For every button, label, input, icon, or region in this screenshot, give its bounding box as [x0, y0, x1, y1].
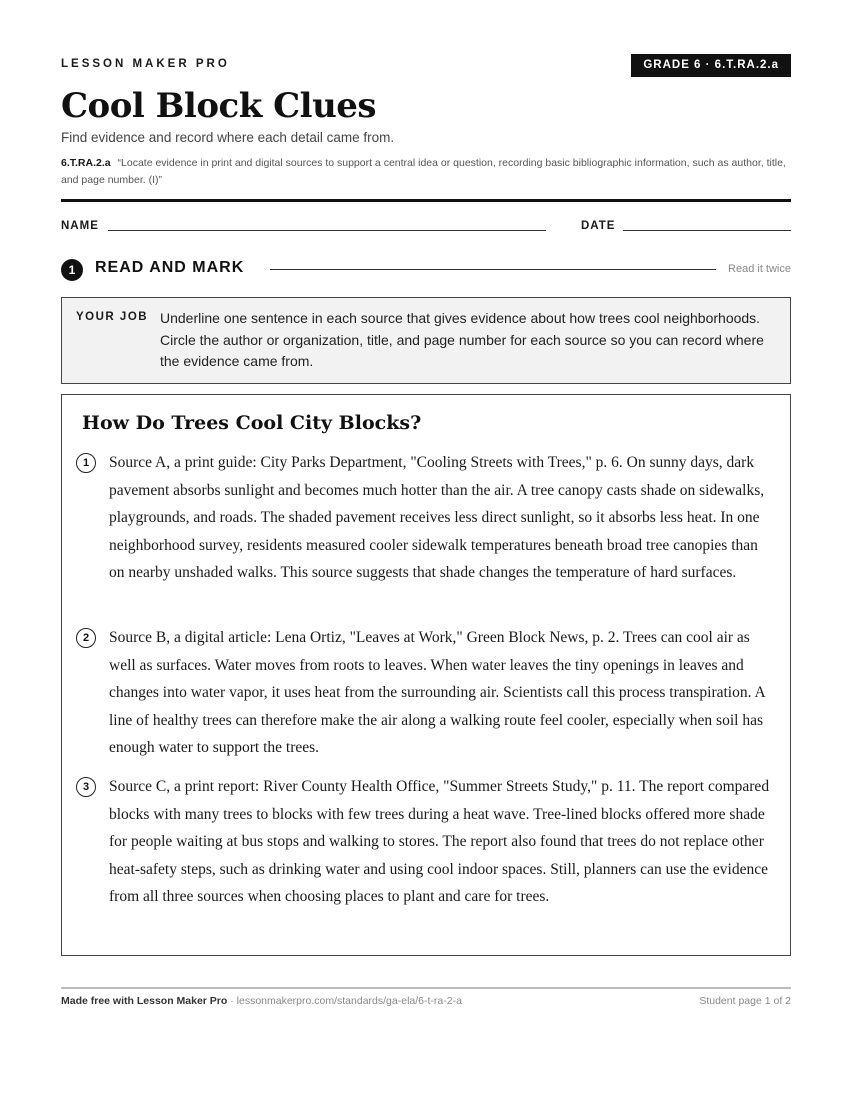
- name-field[interactable]: [108, 230, 546, 231]
- page-subtitle: Find evidence and record where each detail came from.: [61, 130, 395, 145]
- footer-credit: [61, 995, 462, 1007]
- instructions-label: YOUR JOB: [76, 311, 149, 323]
- date-field[interactable]: [623, 230, 791, 231]
- page-title: Cool Block Clues: [61, 86, 377, 126]
- header-divider: [61, 199, 791, 202]
- date-label: DATE: [581, 220, 616, 232]
- instructions-box: [61, 297, 791, 384]
- standard-description: [61, 155, 791, 189]
- footer-url[interactable]: · lessonmakerpro.com/standards/ga-ela/6-t-ra-2-a: [230, 995, 462, 1007]
- brand-name: LESSON MAKER PRO: [61, 58, 230, 70]
- section-number-badge: 1: [61, 259, 83, 281]
- source-number-circle: 2: [76, 628, 96, 648]
- grade-badge: GRADE 6 · 6.T.RA.2.a: [631, 54, 791, 77]
- standard-code: 6.T.RA.2.a: [61, 157, 111, 169]
- standard-text: “Locate evidence in print and digital sources to support a central idea or question, recording basic bibliographic information, such as author, title, and page number. (I)”: [61, 157, 786, 186]
- section-rule: [270, 269, 716, 270]
- source-paragraph[interactable]: Source A, a print guide: City Parks Department, "Cooling Streets with Trees," p. 6. On sunny days, dark pavement absorbs sunlight and becomes much hotter than the air. A tree canopy casts shade on sidewalks, playgrounds, and roads. The shaded pavement receives less direct sunlight, so it absorbs less heat. In one neighborhood survey, residents measured cooler sidewalk temperatures beneath broad tree canopies than on nearby unshaded walks. This source suggests that shade changes the temperature of hard surfaces.: [109, 454, 765, 582]
- reading-passage-box: [61, 394, 791, 956]
- name-label: NAME: [61, 220, 99, 232]
- footer-made-with: Made free with Lesson Maker Pro: [61, 995, 228, 1007]
- footer-divider: [61, 987, 791, 989]
- footer-page-number: Student page 1 of 2: [699, 995, 791, 1007]
- section-title: READ AND MARK: [95, 259, 245, 276]
- instructions-text: Underline one sentence in each source that gives evidence about how trees cool neighborhoods. Circle the author or organization, title, and page number for each source so you can record where the evidence came from.: [160, 310, 764, 369]
- source-paragraph[interactable]: Source B, a digital article: Lena Ortiz, "Leaves at Work," Green Block News, p. 2. Trees can cool air as well as surfaces. Water moves from roots to leaves. When water leaves the tiny openings in leaves and changes into water vapor, it uses heat from the surrounding air. Scientists call this process transpiration. A line of healthy trees can therefore make the air along a walking route feel cooler, especially when soil has enough water to support the trees.: [109, 629, 765, 757]
- section-note: Read it twice: [728, 263, 791, 275]
- source-number-circle: 1: [76, 453, 96, 473]
- source-number-circle: 3: [76, 777, 96, 797]
- source-paragraph[interactable]: Source C, a print report: River County Health Office, "Summer Streets Study," p. 11. The report compared blocks with many trees to blocks with few trees during a heat wave. Tree-lined blocks offered more shade for people waiting at bus stops and walking to stores. The report also found that trees do not replace other heat-safety steps, such as drinking water and using cool indoor spaces. Still, planners can use the evidence from all three sources when choosing places to plant and care for trees.: [109, 778, 770, 906]
- reading-title: How Do Trees Cool City Blocks?: [82, 412, 422, 434]
